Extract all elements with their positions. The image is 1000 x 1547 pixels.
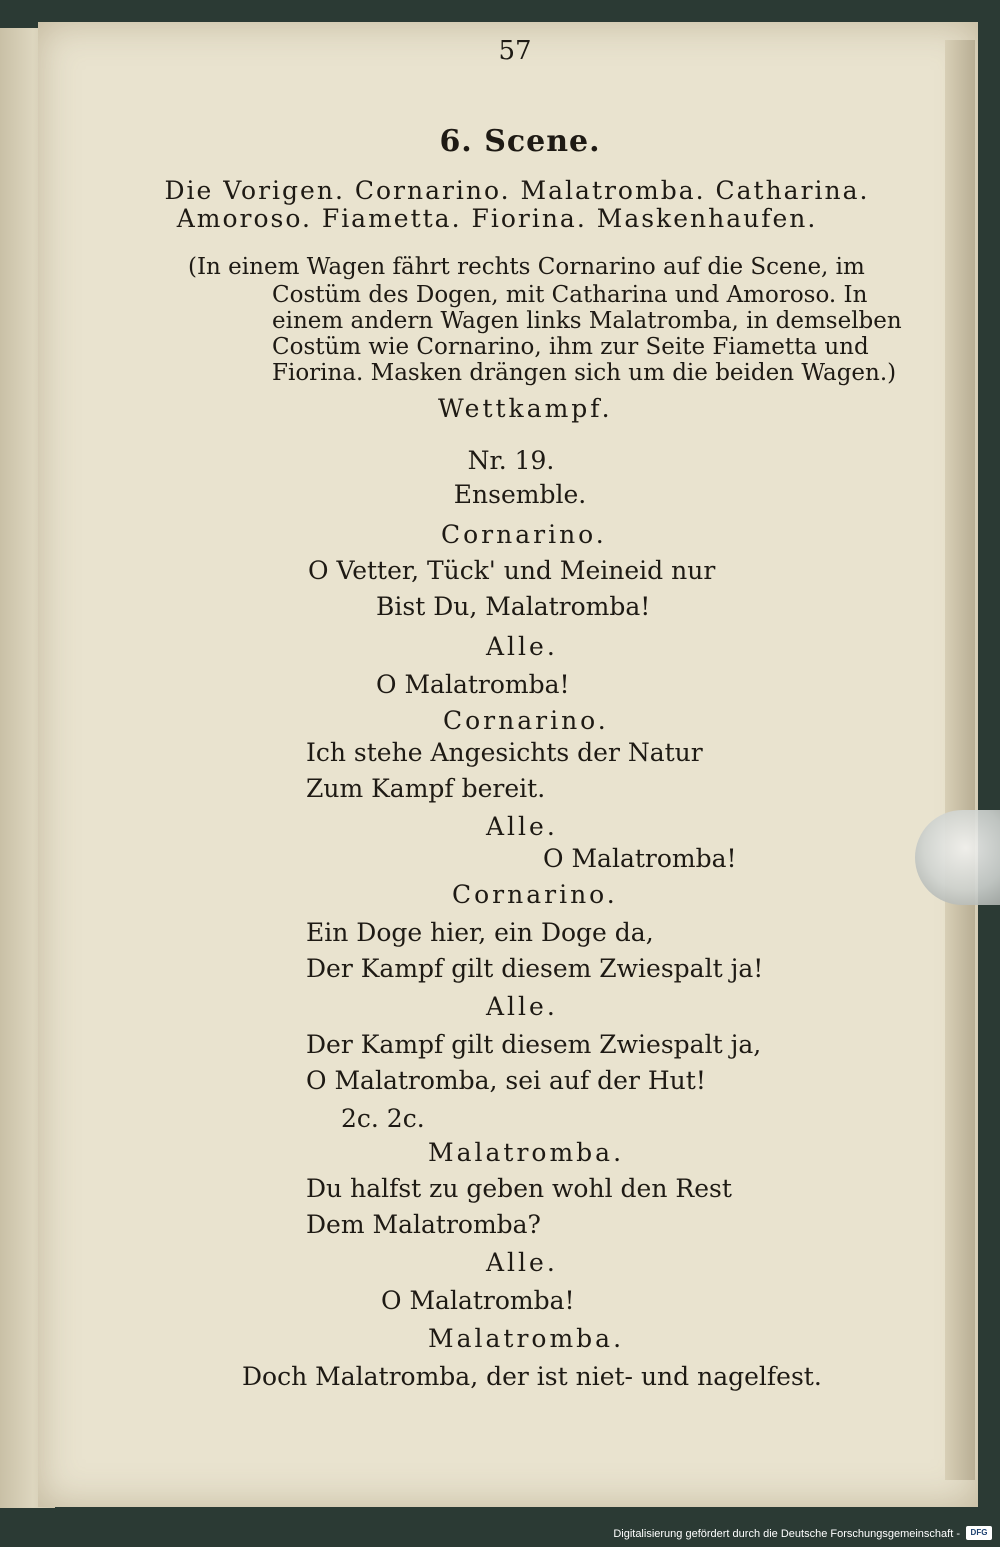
verse-line: Der Kampf gilt diesem Zwiespalt ja! bbox=[306, 954, 764, 983]
speaker-name: Cornarino. bbox=[441, 520, 607, 549]
stage-direction-line: Fiorina. Masken drängen sich um die beiden Wagen.) bbox=[272, 360, 897, 386]
verse-line: Dem Malatromba? bbox=[306, 1210, 541, 1239]
speaker-name: Alle. bbox=[486, 812, 558, 841]
verse-line: O Malatromba! bbox=[376, 670, 570, 699]
speaker-name: Cornarino. bbox=[443, 706, 609, 735]
page-clip-tab bbox=[915, 810, 1000, 905]
stage-direction-line: einem andern Wagen links Malatromba, in demselben bbox=[272, 308, 902, 334]
speaker-name: Cornarino. bbox=[452, 880, 618, 909]
footer-credit: Digitalisierung gefördert durch die Deutsche Forschungsgemeinschaft - bbox=[613, 1528, 960, 1540]
verse-line: Der Kampf gilt diesem Zwiespalt ja, bbox=[306, 1030, 762, 1059]
verse-line: Zum Kampf bereit. bbox=[306, 774, 546, 803]
stage-direction-line: (In einem Wagen fährt rechts Cornarino auf die Scene, im bbox=[188, 254, 865, 280]
verse-line: O Malatromba, sei auf der Hut! bbox=[306, 1066, 706, 1095]
verse-line: 2c. 2c. bbox=[341, 1104, 425, 1133]
speaker-name: Alle. bbox=[486, 1248, 558, 1277]
verse-line: Ein Doge hier, ein Doge da, bbox=[306, 918, 654, 947]
cast-line: Die Vorigen. Cornarino. Malatromba. Catharina. bbox=[164, 176, 870, 205]
verse-line: Doch Malatromba, der ist niet- und nagelfest. bbox=[242, 1362, 822, 1391]
ensemble-heading: Ensemble. bbox=[453, 480, 587, 509]
dfg-logo-icon: DFG bbox=[966, 1526, 992, 1540]
verse-line: O Malatromba! bbox=[543, 844, 737, 873]
wettkampf-heading: Wettkampf. bbox=[438, 394, 613, 423]
stage-direction-line: Costüm wie Cornarino, ihm zur Seite Fiametta und bbox=[272, 334, 869, 360]
speaker-name: Alle. bbox=[486, 992, 558, 1021]
stage-direction-line: Costüm des Dogen, mit Catharina und Amoroso. In bbox=[272, 282, 868, 308]
verse-line: Ich stehe Angesichts der Natur bbox=[306, 738, 703, 767]
verse-line: O Malatromba! bbox=[381, 1286, 575, 1315]
page-number: 57 bbox=[498, 36, 532, 66]
page-stack-edge bbox=[945, 40, 975, 1480]
number-heading: Nr. 19. bbox=[467, 446, 555, 475]
scene-title: 6. Scene. bbox=[439, 124, 601, 159]
speaker-name: Malatromba. bbox=[428, 1138, 625, 1167]
verse-line: Du halfst zu geben wohl den Rest bbox=[306, 1174, 732, 1203]
speaker-name: Alle. bbox=[486, 632, 558, 661]
verse-line: Bist Du, Malatromba! bbox=[376, 592, 651, 621]
speaker-name: Malatromba. bbox=[428, 1324, 625, 1353]
cast-line: Amoroso. Fiametta. Fiorina. Maskenhaufen. bbox=[176, 204, 818, 233]
verse-line: O Vetter, Tück' und Meineid nur bbox=[308, 556, 716, 585]
